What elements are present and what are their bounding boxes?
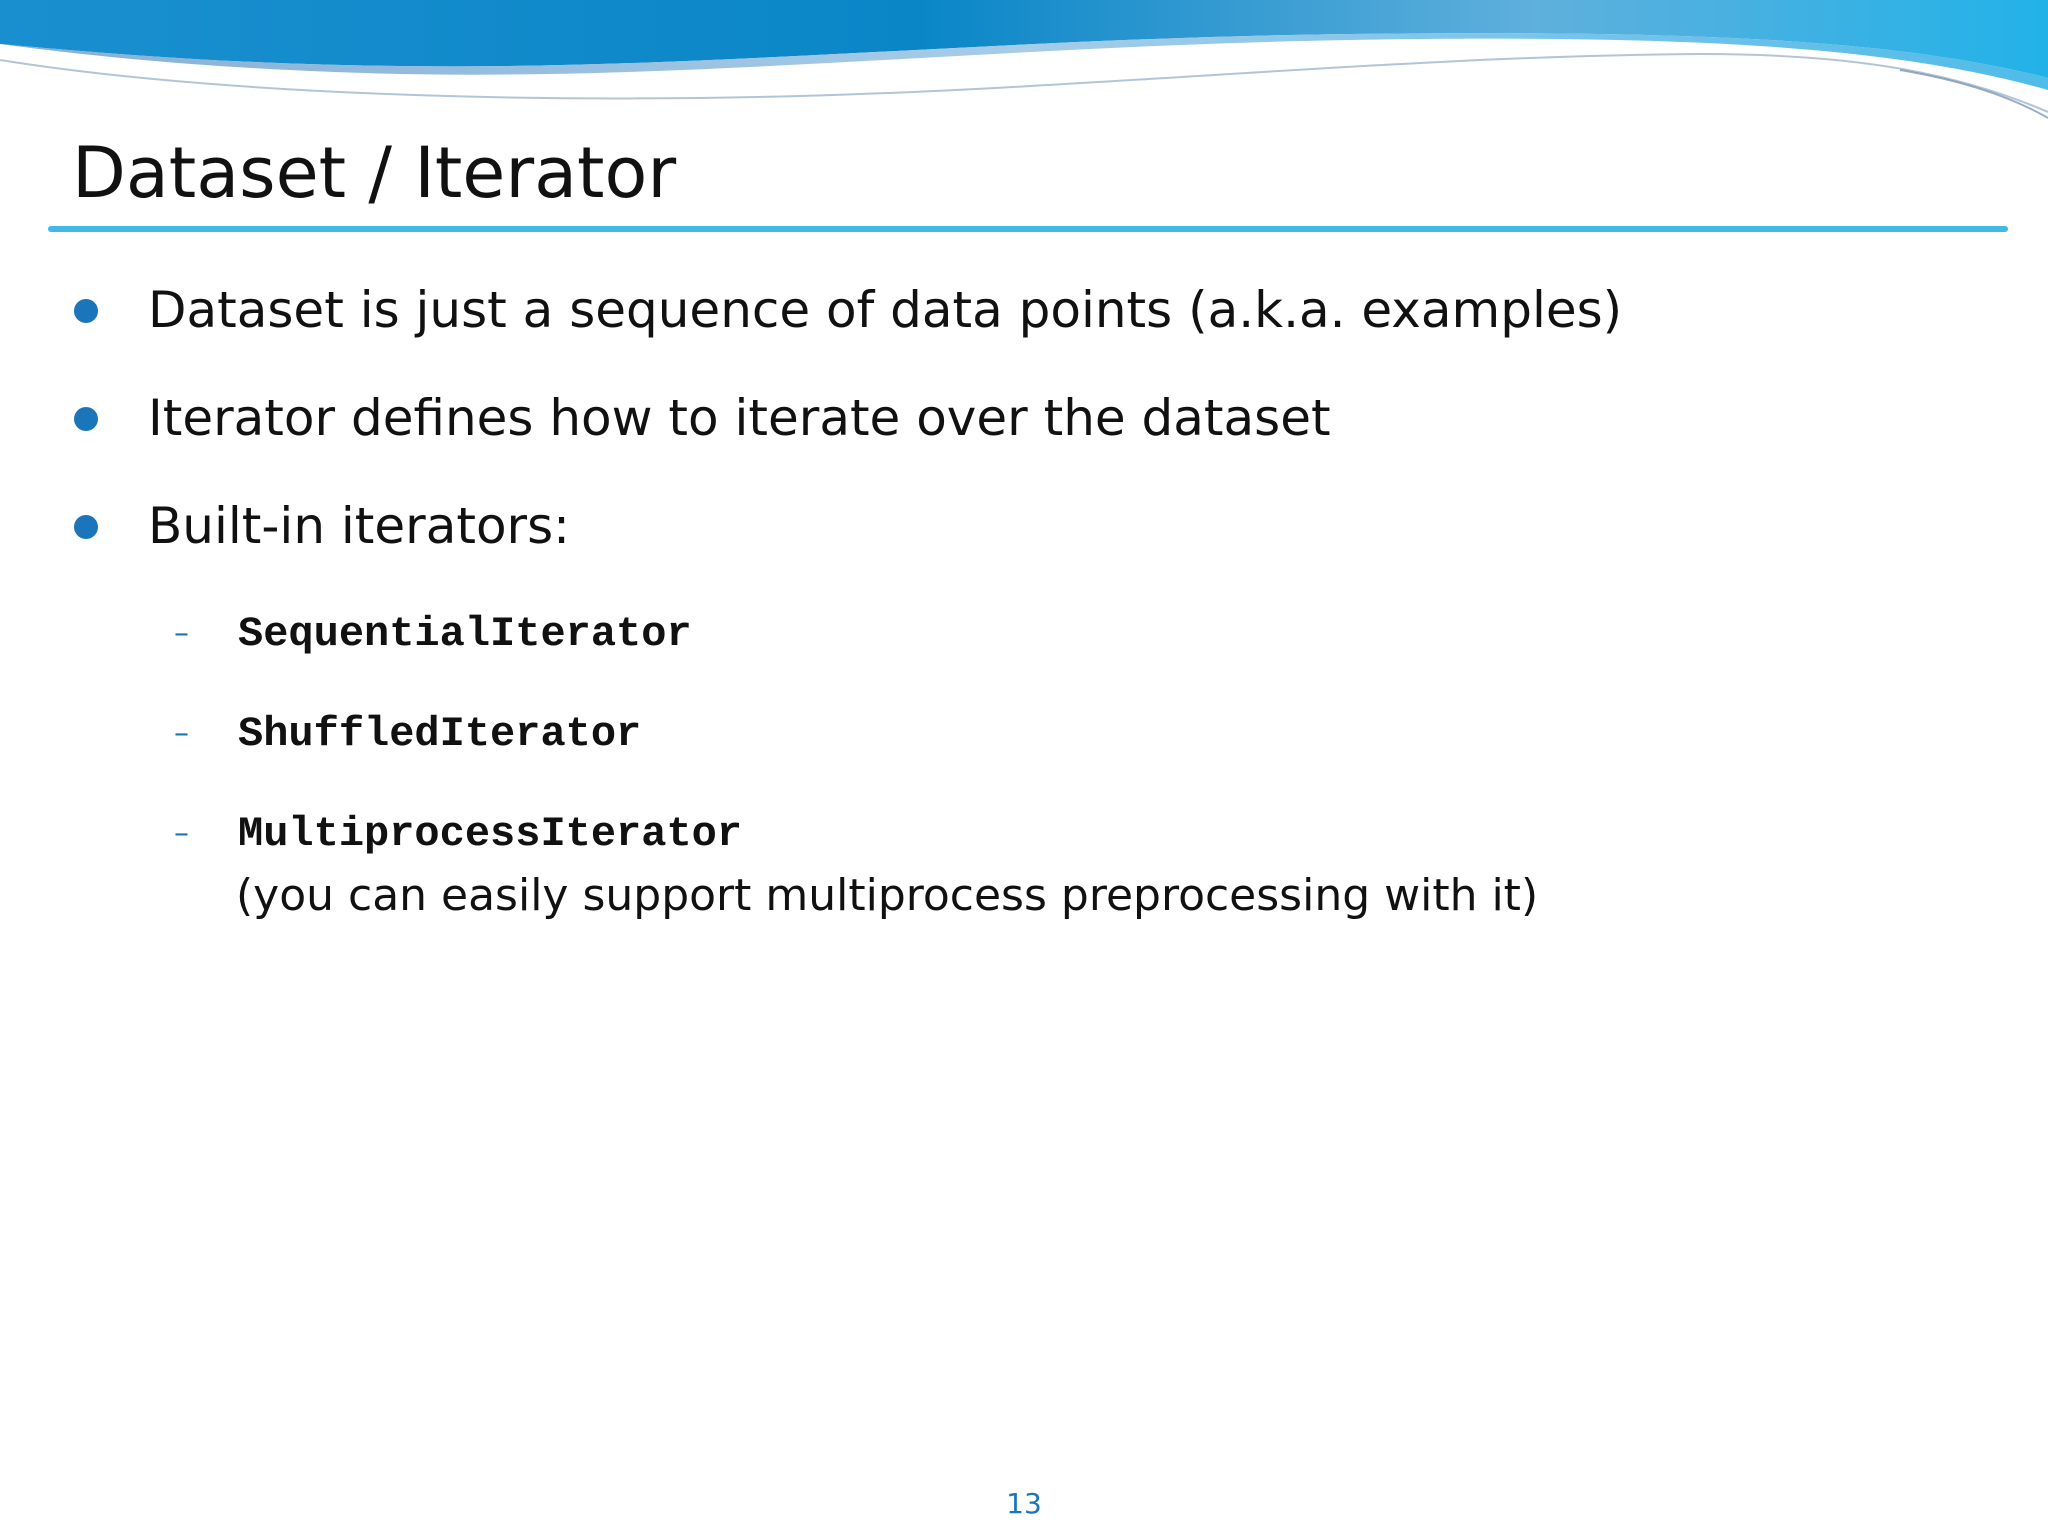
code-label: SequentialIterator [238,610,692,658]
bullet-text: Built-in iterators: [148,497,570,555]
filled-circle-icon [74,407,98,431]
dash-icon: – [174,816,189,851]
bullet-text: Iterator defines how to iterate over the dataset [148,389,1331,447]
title-divider [48,226,2008,232]
slide-title: Dataset / Iterator [72,132,677,214]
code-label: MultiprocessIterator [238,810,743,858]
filled-circle-icon [74,515,98,539]
bullet-text: Dataset is just a sequence of data points (a.k.a. examples) [148,281,1623,339]
code-label: ShuffledIterator [238,710,642,758]
sub-item-note: (you can easily support multiprocess preprocessing with it) [236,870,1539,921]
filled-circle-icon [74,299,98,323]
page-number: 13 [1006,1487,1042,1520]
dash-icon: – [174,716,189,751]
wave-banner-icon [0,0,2048,130]
dash-icon: – [174,616,189,651]
